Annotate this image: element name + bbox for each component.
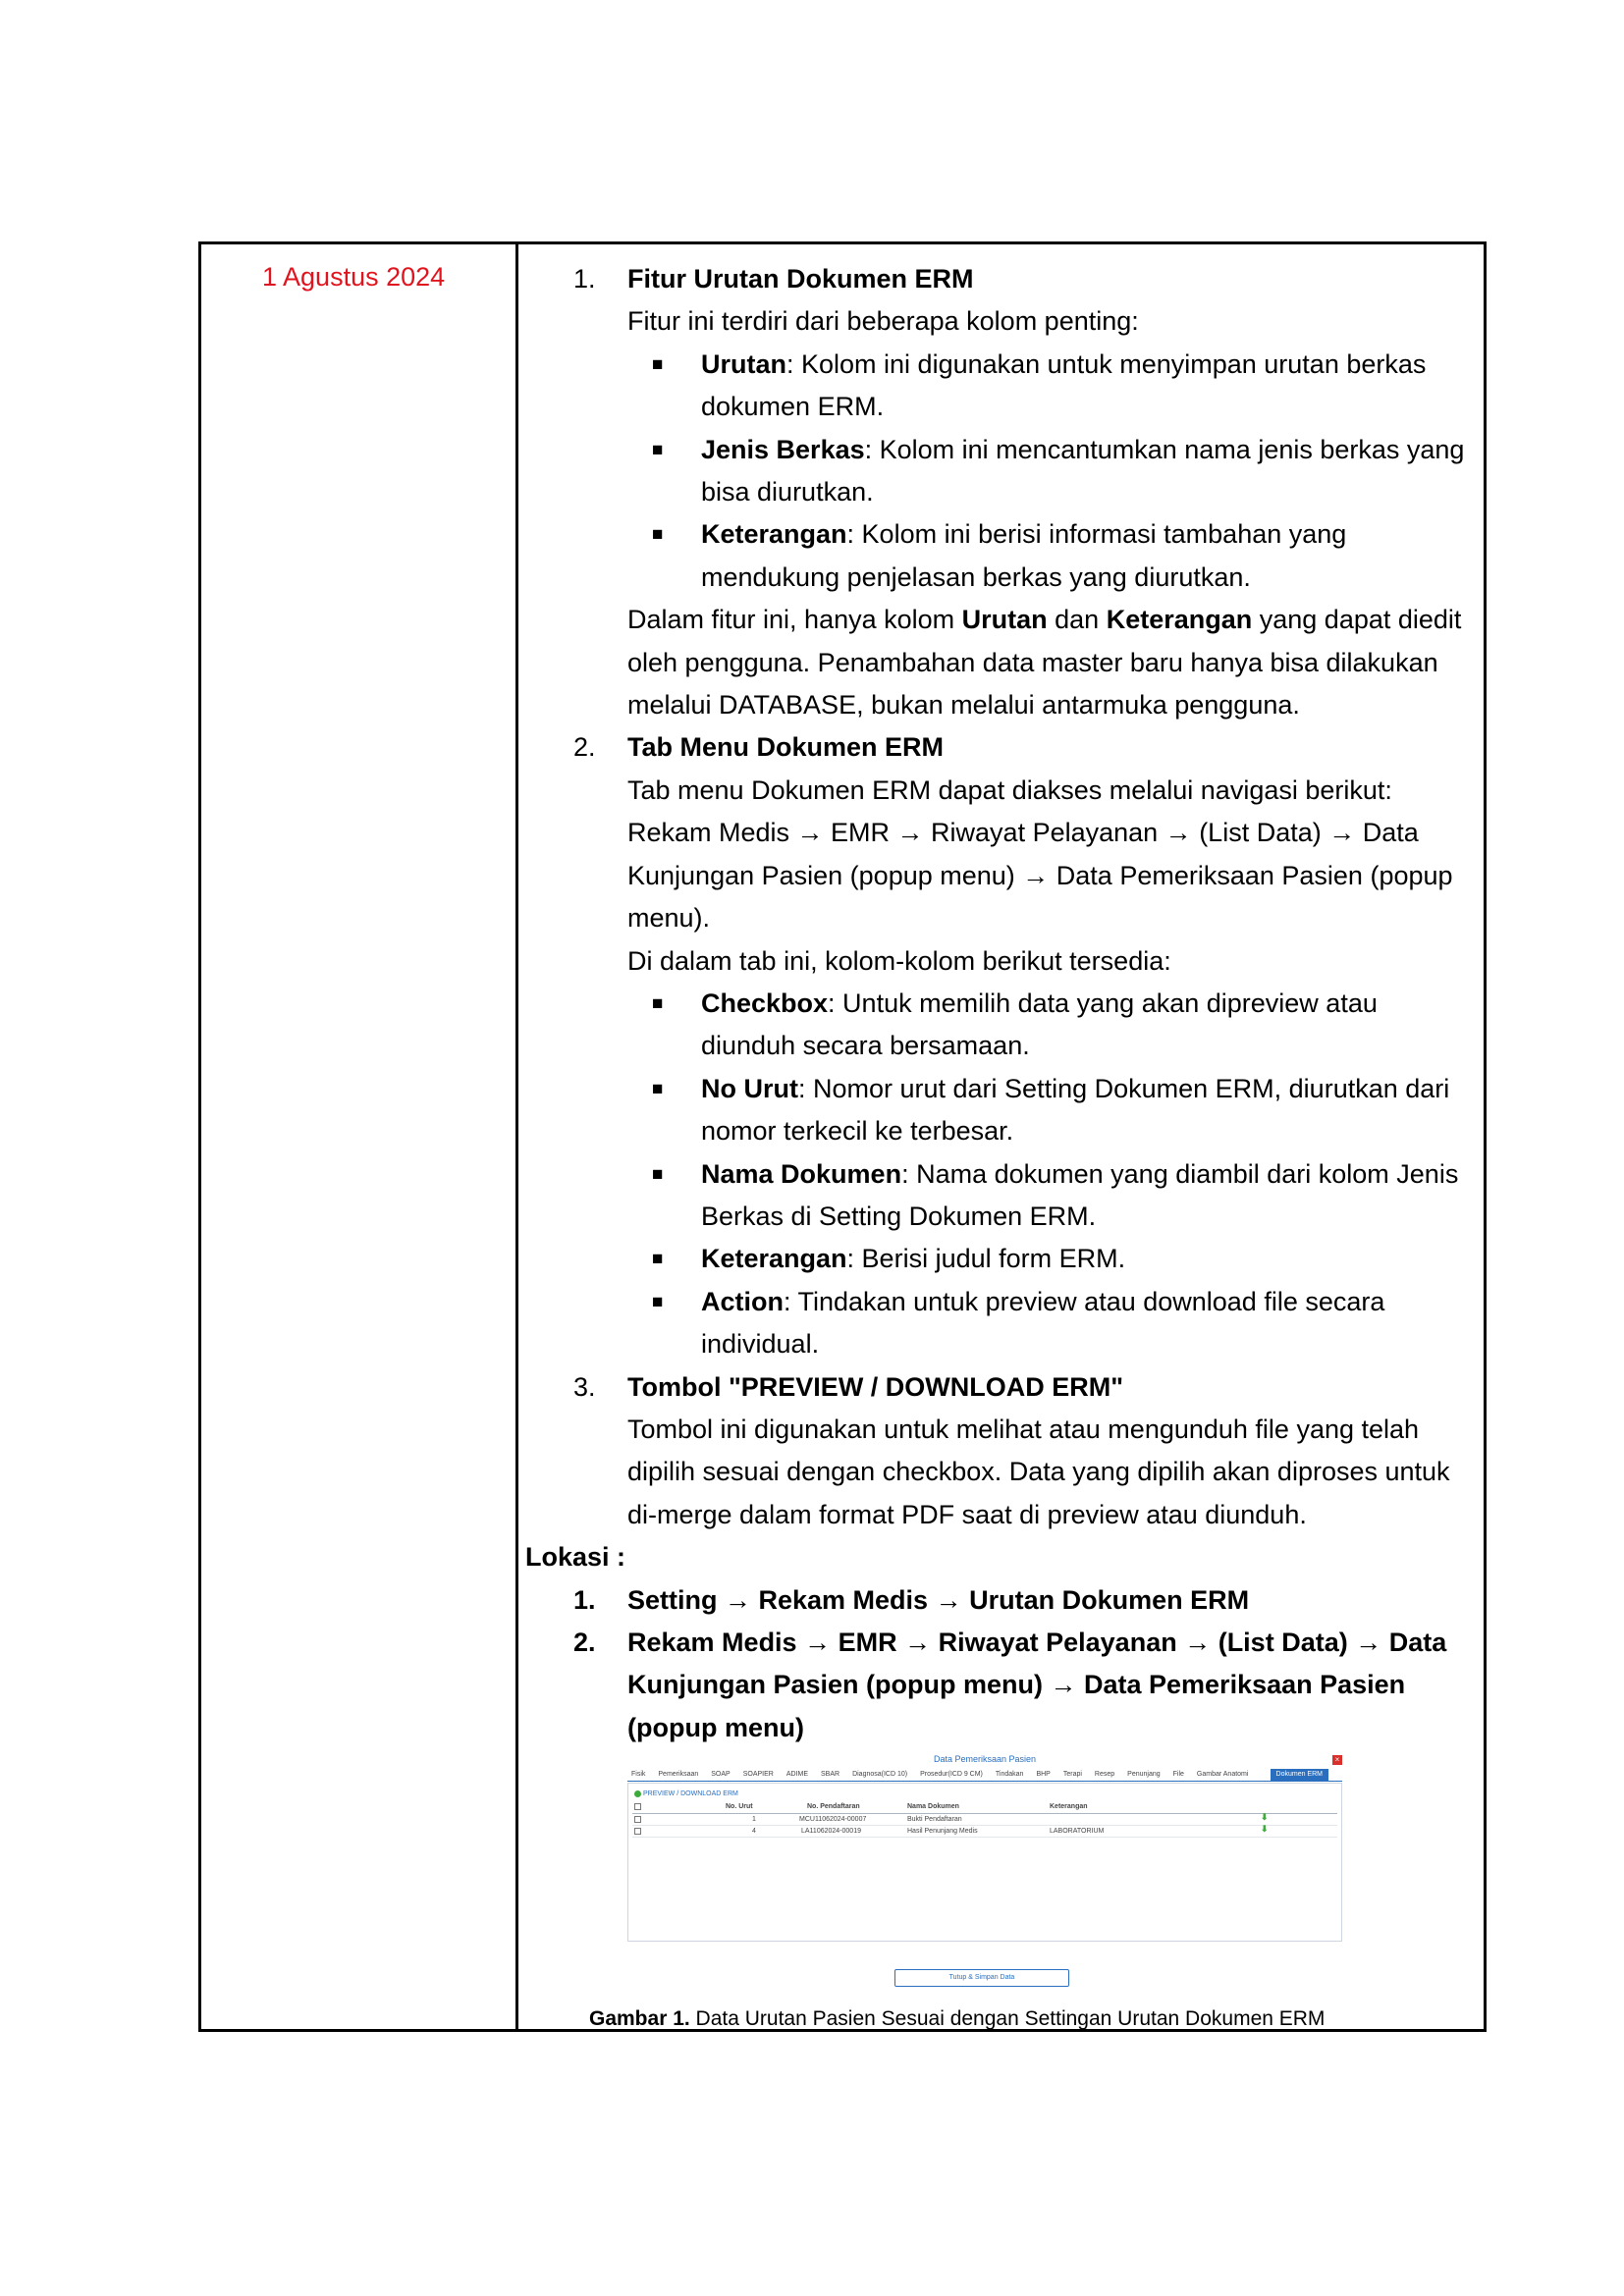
header-nama-dokumen: Nama Dokumen: [907, 1803, 959, 1811]
table-row: [632, 1814, 1337, 1826]
numbered-item-3: [525, 1366, 1468, 1537]
location-text: Rekam Medis → EMR → Riwayat Pelayanan → (List Data) → Data Kunjungan Pasien (popup menu) → Data Pemeriksaan Pasien (popup menu): [627, 1628, 1447, 1742]
location-item-2: [525, 1622, 1468, 1749]
tab-sbar[interactable]: SBAR: [821, 1771, 840, 1779]
screenshot-tab-bar: [627, 1769, 1342, 1782]
cell-nama-dokumen: Bukti Pendaftaran: [907, 1816, 962, 1824]
location-number: 2.: [573, 1628, 596, 1657]
tab-penunjang[interactable]: Penunjang: [1127, 1771, 1161, 1779]
item-intro: Tab menu Dokumen ERM dapat diakses melalui navigasi berikut: Rekam Medis → EMR → Riwayat Pelayanan → (List Data) → Data Kunjungan Pasien (popup menu) → Data Pemeriksaan Pasien (popup menu).: [627, 774, 1453, 934]
location-item-1: [525, 1579, 1468, 1622]
cell-no-pendaftaran: LA11062024-00019: [801, 1828, 861, 1836]
bullet-square-icon: ■: [652, 992, 664, 1014]
bullet-term: Urutan: [701, 348, 786, 379]
cell-no-urut: 1: [752, 1816, 756, 1824]
bullet-item: [627, 344, 1468, 429]
table-header: [632, 1801, 1337, 1814]
bullet-square-icon: ■: [652, 353, 664, 375]
item-number: 2.: [573, 732, 596, 763]
bullet-item: [627, 1238, 1468, 1280]
item-intro-2: Di dalam tab ini, kolom-kolom berikut tersedia:: [627, 945, 1171, 976]
bullet-text: : Untuk memilih data yang akan dipreview atau diunduh secara bersamaan.: [701, 988, 1378, 1061]
outro-bold: Urutan: [961, 605, 1048, 635]
item-number: 3.: [573, 1371, 596, 1402]
date-cell: 1 Agustus 2024: [262, 262, 446, 292]
bullet-text: : Tindakan untuk preview atau download file secara individual.: [701, 1286, 1385, 1360]
tab-pemeriksaan[interactable]: Pemeriksaan: [658, 1771, 699, 1779]
preview-download-button[interactable]: [634, 1789, 738, 1798]
bullet-square-icon: ■: [652, 1163, 664, 1185]
bullet-item: [627, 1281, 1468, 1366]
outro-bold: Keterangan: [1106, 605, 1253, 635]
item-title: Fitur Urutan Dokumen ERM: [627, 264, 974, 294]
save-close-button[interactable]: Tutup & Simpan Data: [894, 1969, 1069, 1987]
table-row: [632, 1826, 1337, 1838]
bullet-term: Keterangan: [701, 519, 847, 550]
tab-prosedur[interactable]: Prosedur(ICD 9 CM): [920, 1771, 983, 1779]
bullet-text: : Kolom ini digunakan untuk menyimpan urutan berkas dokumen ERM.: [701, 348, 1427, 422]
screenshot-panel: [627, 1783, 1342, 1942]
tab-fisik[interactable]: Fisik: [631, 1771, 646, 1779]
tab-adime[interactable]: ADIME: [785, 1771, 808, 1779]
tab-gambar-anatomi[interactable]: Gambar Anatomi: [1196, 1771, 1249, 1779]
header-no-pendaftaran: No. Pendaftaran: [807, 1803, 860, 1811]
cell-no-urut: 4: [752, 1828, 756, 1836]
bullet-square-icon: ■: [652, 1291, 664, 1312]
bullet-text: : Nama dokumen yang diambil dari kolom Jenis Berkas di Setting Dokumen ERM.: [701, 1158, 1459, 1231]
bullet-term: Keterangan: [701, 1244, 847, 1274]
embedded-screenshot: [627, 1753, 1342, 1999]
download-icon[interactable]: ⬇: [1261, 1824, 1269, 1835]
header-keterangan: Keterangan: [1050, 1803, 1088, 1811]
numbered-item-1: [525, 258, 1468, 726]
item-outro: [627, 599, 1468, 726]
item-intro: Tombol ini digunakan untuk melihat atau mengunduh file yang telah dipilih sesuai dengan checkbox. Data yang dipilih akan diproses untuk di-merge dalam format PDF saat di preview atau diunduh.: [627, 1414, 1450, 1529]
screenshot-title: Data Pemeriksaan Pasien: [933, 1754, 1037, 1765]
bullet-text: : Nomor urut dari Setting Dokumen ERM, diurutkan dari nomor terkecil ke terbesar.: [701, 1073, 1450, 1147]
document-table: [198, 241, 1487, 2032]
outro-text: dan: [1047, 605, 1107, 635]
outro-text: Dalam fitur ini, hanya kolom: [627, 605, 962, 635]
bullet-square-icon: ■: [652, 439, 664, 460]
outro-text: yang dapat diedit oleh pengguna. Penambahan data master baru hanya bisa dilakukan melalui DATABASE, bukan melalui antarmuka pengguna.: [627, 605, 1462, 721]
bullet-term: Checkbox: [701, 988, 829, 1018]
bullet-item: [627, 429, 1468, 514]
tab-resep[interactable]: Resep: [1094, 1771, 1115, 1779]
bullet-term: Nama Dokumen: [701, 1158, 902, 1189]
screenshot-table: [632, 1801, 1337, 1838]
location-heading: Lokasi :: [525, 1542, 626, 1573]
close-icon[interactable]: ×: [1332, 1755, 1342, 1765]
tab-terapi[interactable]: Terapi: [1062, 1771, 1082, 1779]
bullet-term: No Urut: [701, 1073, 798, 1103]
tab-bhp[interactable]: BHP: [1036, 1771, 1051, 1779]
bullet-term: Action: [701, 1286, 784, 1316]
content-cell: [525, 258, 1468, 2034]
bullet-item: [627, 983, 1468, 1068]
bullet-text: : Berisi judul form ERM.: [846, 1244, 1126, 1274]
tab-tindakan[interactable]: Tindakan: [995, 1771, 1024, 1779]
cell-no-pendaftaran: MCU11062024-00007: [799, 1816, 867, 1824]
tab-soapier[interactable]: SOAPIER: [742, 1771, 774, 1779]
item-number: 1.: [573, 264, 596, 294]
item-title: Tab Menu Dokumen ERM: [627, 732, 945, 763]
download-icon[interactable]: ⬇: [1261, 1812, 1269, 1823]
column-divider: [515, 244, 518, 2029]
cell-keterangan: LABORATORIUM: [1050, 1828, 1105, 1836]
bullet-item: [627, 1153, 1468, 1239]
bullet-item: [627, 1068, 1468, 1153]
tab-file[interactable]: File: [1172, 1771, 1184, 1779]
tab-diagnosa[interactable]: Diagnosa(ICD 10): [852, 1771, 908, 1779]
numbered-item-2: [525, 726, 1468, 1365]
header-no-urut: No. Urut: [726, 1803, 753, 1811]
caption-text: Data Urutan Pasien Sesuai dengan Settingan Urutan Dokumen ERM: [689, 2007, 1326, 2031]
location-number: 1.: [573, 1584, 596, 1615]
bullet-text: : Kolom ini mencantumkan nama jenis berkas yang bisa diurutkan.: [701, 434, 1465, 507]
cell-nama-dokumen: Hasil Penunjang Medis: [907, 1828, 978, 1836]
bullet-item: [627, 513, 1468, 599]
location-text: Setting → Rekam Medis → Urutan Dokumen ERM: [627, 1584, 1250, 1615]
preview-download-label: PREVIEW / DOWNLOAD ERM: [643, 1790, 738, 1798]
tab-soap[interactable]: SOAP: [711, 1771, 731, 1779]
bullet-term: Jenis Berkas: [701, 434, 865, 464]
bullet-square-icon: ■: [652, 1078, 664, 1099]
caption-label: Gambar 1.: [589, 2007, 690, 2031]
bullet-text: : Kolom ini berisi informasi tambahan yang mendukung penjelasan berkas yang diurutkan.: [701, 519, 1347, 592]
item-intro: Fitur ini terdiri dari beberapa kolom penting:: [627, 306, 1139, 337]
refresh-icon: [634, 1790, 641, 1797]
item-title: Tombol "PREVIEW / DOWNLOAD ERM": [627, 1371, 1124, 1402]
bullet-square-icon: ■: [652, 524, 664, 546]
figure-caption: [589, 2004, 1468, 2034]
bullet-square-icon: ■: [652, 1249, 664, 1270]
screenshot-window: [627, 1753, 1342, 1999]
tab-dokumen-erm[interactable]: Dokumen ERM: [1271, 1769, 1328, 1781]
